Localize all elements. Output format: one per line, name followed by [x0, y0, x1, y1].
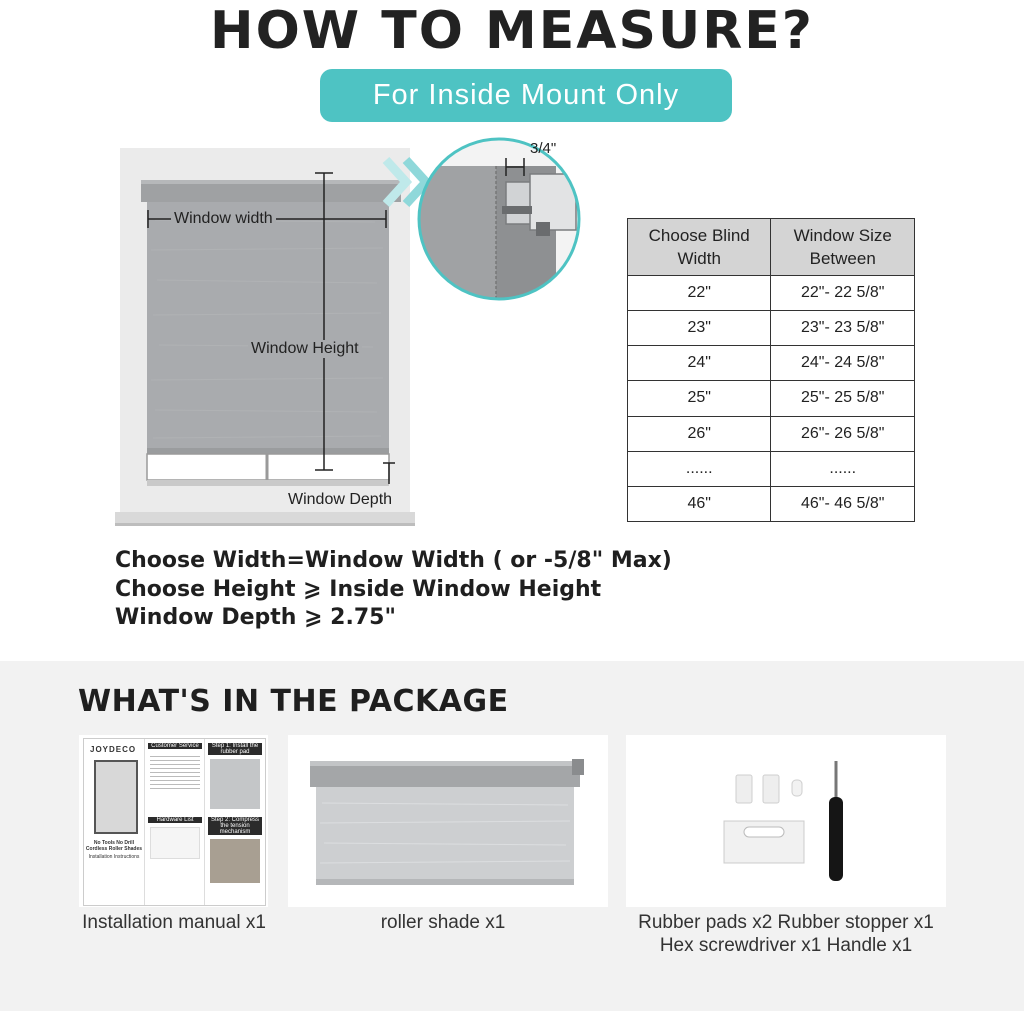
- table-row: [628, 346, 915, 381]
- manual-caption: Installation manual x1: [82, 912, 266, 933]
- table-cell: 22": [628, 276, 771, 311]
- table-cell: 24"- 24 5/8": [771, 346, 915, 381]
- manual-section-head: Hardware List: [148, 817, 202, 823]
- manual-cover-title: No Tools No Drill Cordless Roller Shades: [85, 840, 143, 852]
- manual-section-head: Customer Service: [148, 743, 202, 749]
- manual-section-head: Step 1: Install the rubber pad: [208, 743, 262, 755]
- manual-section-head: Step 2: Compress the tension mechanism: [208, 817, 262, 835]
- shade-fabric: [147, 202, 389, 454]
- table-cell: 24": [628, 346, 771, 381]
- table-cell: 25"- 25 5/8": [771, 381, 915, 416]
- table-header-row: [628, 219, 915, 276]
- table-row: [628, 486, 915, 521]
- bracket-detail-zoom: [416, 136, 582, 302]
- roller-shade-image: [288, 735, 608, 907]
- column-header: Choose Blind Width: [628, 219, 771, 276]
- window-height-label: Window Height: [248, 340, 362, 358]
- table-cell: 46"- 46 5/8": [771, 486, 915, 521]
- table-cell: 23": [628, 311, 771, 346]
- manual-cover-subtitle: Installation Instructions: [88, 854, 140, 860]
- accessories-card: [626, 735, 946, 907]
- accessories-caption-line2: Hex screwdriver x1 Handle x1: [659, 935, 913, 956]
- table-cell: ......: [771, 451, 915, 486]
- roller-shade-card: [288, 735, 608, 907]
- table-cell: ......: [628, 451, 771, 486]
- table-row: [628, 416, 915, 451]
- width-rule: Choose Width=Window Width ( or -5/8" Max): [115, 548, 672, 573]
- window-width-label: Window width: [171, 210, 276, 228]
- manual-brand: JOYDECO: [90, 745, 137, 754]
- accessories-image: [626, 735, 946, 907]
- installation-manual: [83, 738, 266, 906]
- roller-shade-caption: roller shade x1: [380, 912, 506, 933]
- inside-mount-badge: For Inside Mount Only: [320, 69, 732, 122]
- window-sill: [115, 512, 415, 524]
- table-cell: 26": [628, 416, 771, 451]
- size-table: [627, 218, 915, 522]
- package-title: WHAT'S IN THE PACKAGE: [78, 684, 509, 719]
- bracket-width-label: 3/4": [530, 140, 557, 157]
- depth-rule: Window Depth ⩾ 2.75": [115, 605, 396, 630]
- table-cell: 23"- 23 5/8": [771, 311, 915, 346]
- table-row: [628, 276, 915, 311]
- manual-cover-image: [94, 760, 138, 834]
- table-row: [628, 451, 915, 486]
- table-cell: 46": [628, 486, 771, 521]
- height-rule: Choose Height ⩾ Inside Window Height: [115, 577, 602, 602]
- window-depth-label: Window Depth: [288, 491, 393, 508]
- table-row: [628, 381, 915, 416]
- table-cell: 22"- 22 5/8": [771, 276, 915, 311]
- table-cell: 26"- 26 5/8": [771, 416, 915, 451]
- table-row: [628, 311, 915, 346]
- page-title: HOW TO MEASURE?: [210, 1, 814, 61]
- accessories-caption-line1: Rubber pads x2 Rubber stopper x1: [638, 912, 934, 933]
- table-cell: 25": [628, 381, 771, 416]
- manual-card: [79, 735, 268, 907]
- column-header: Window Size Between: [771, 219, 915, 276]
